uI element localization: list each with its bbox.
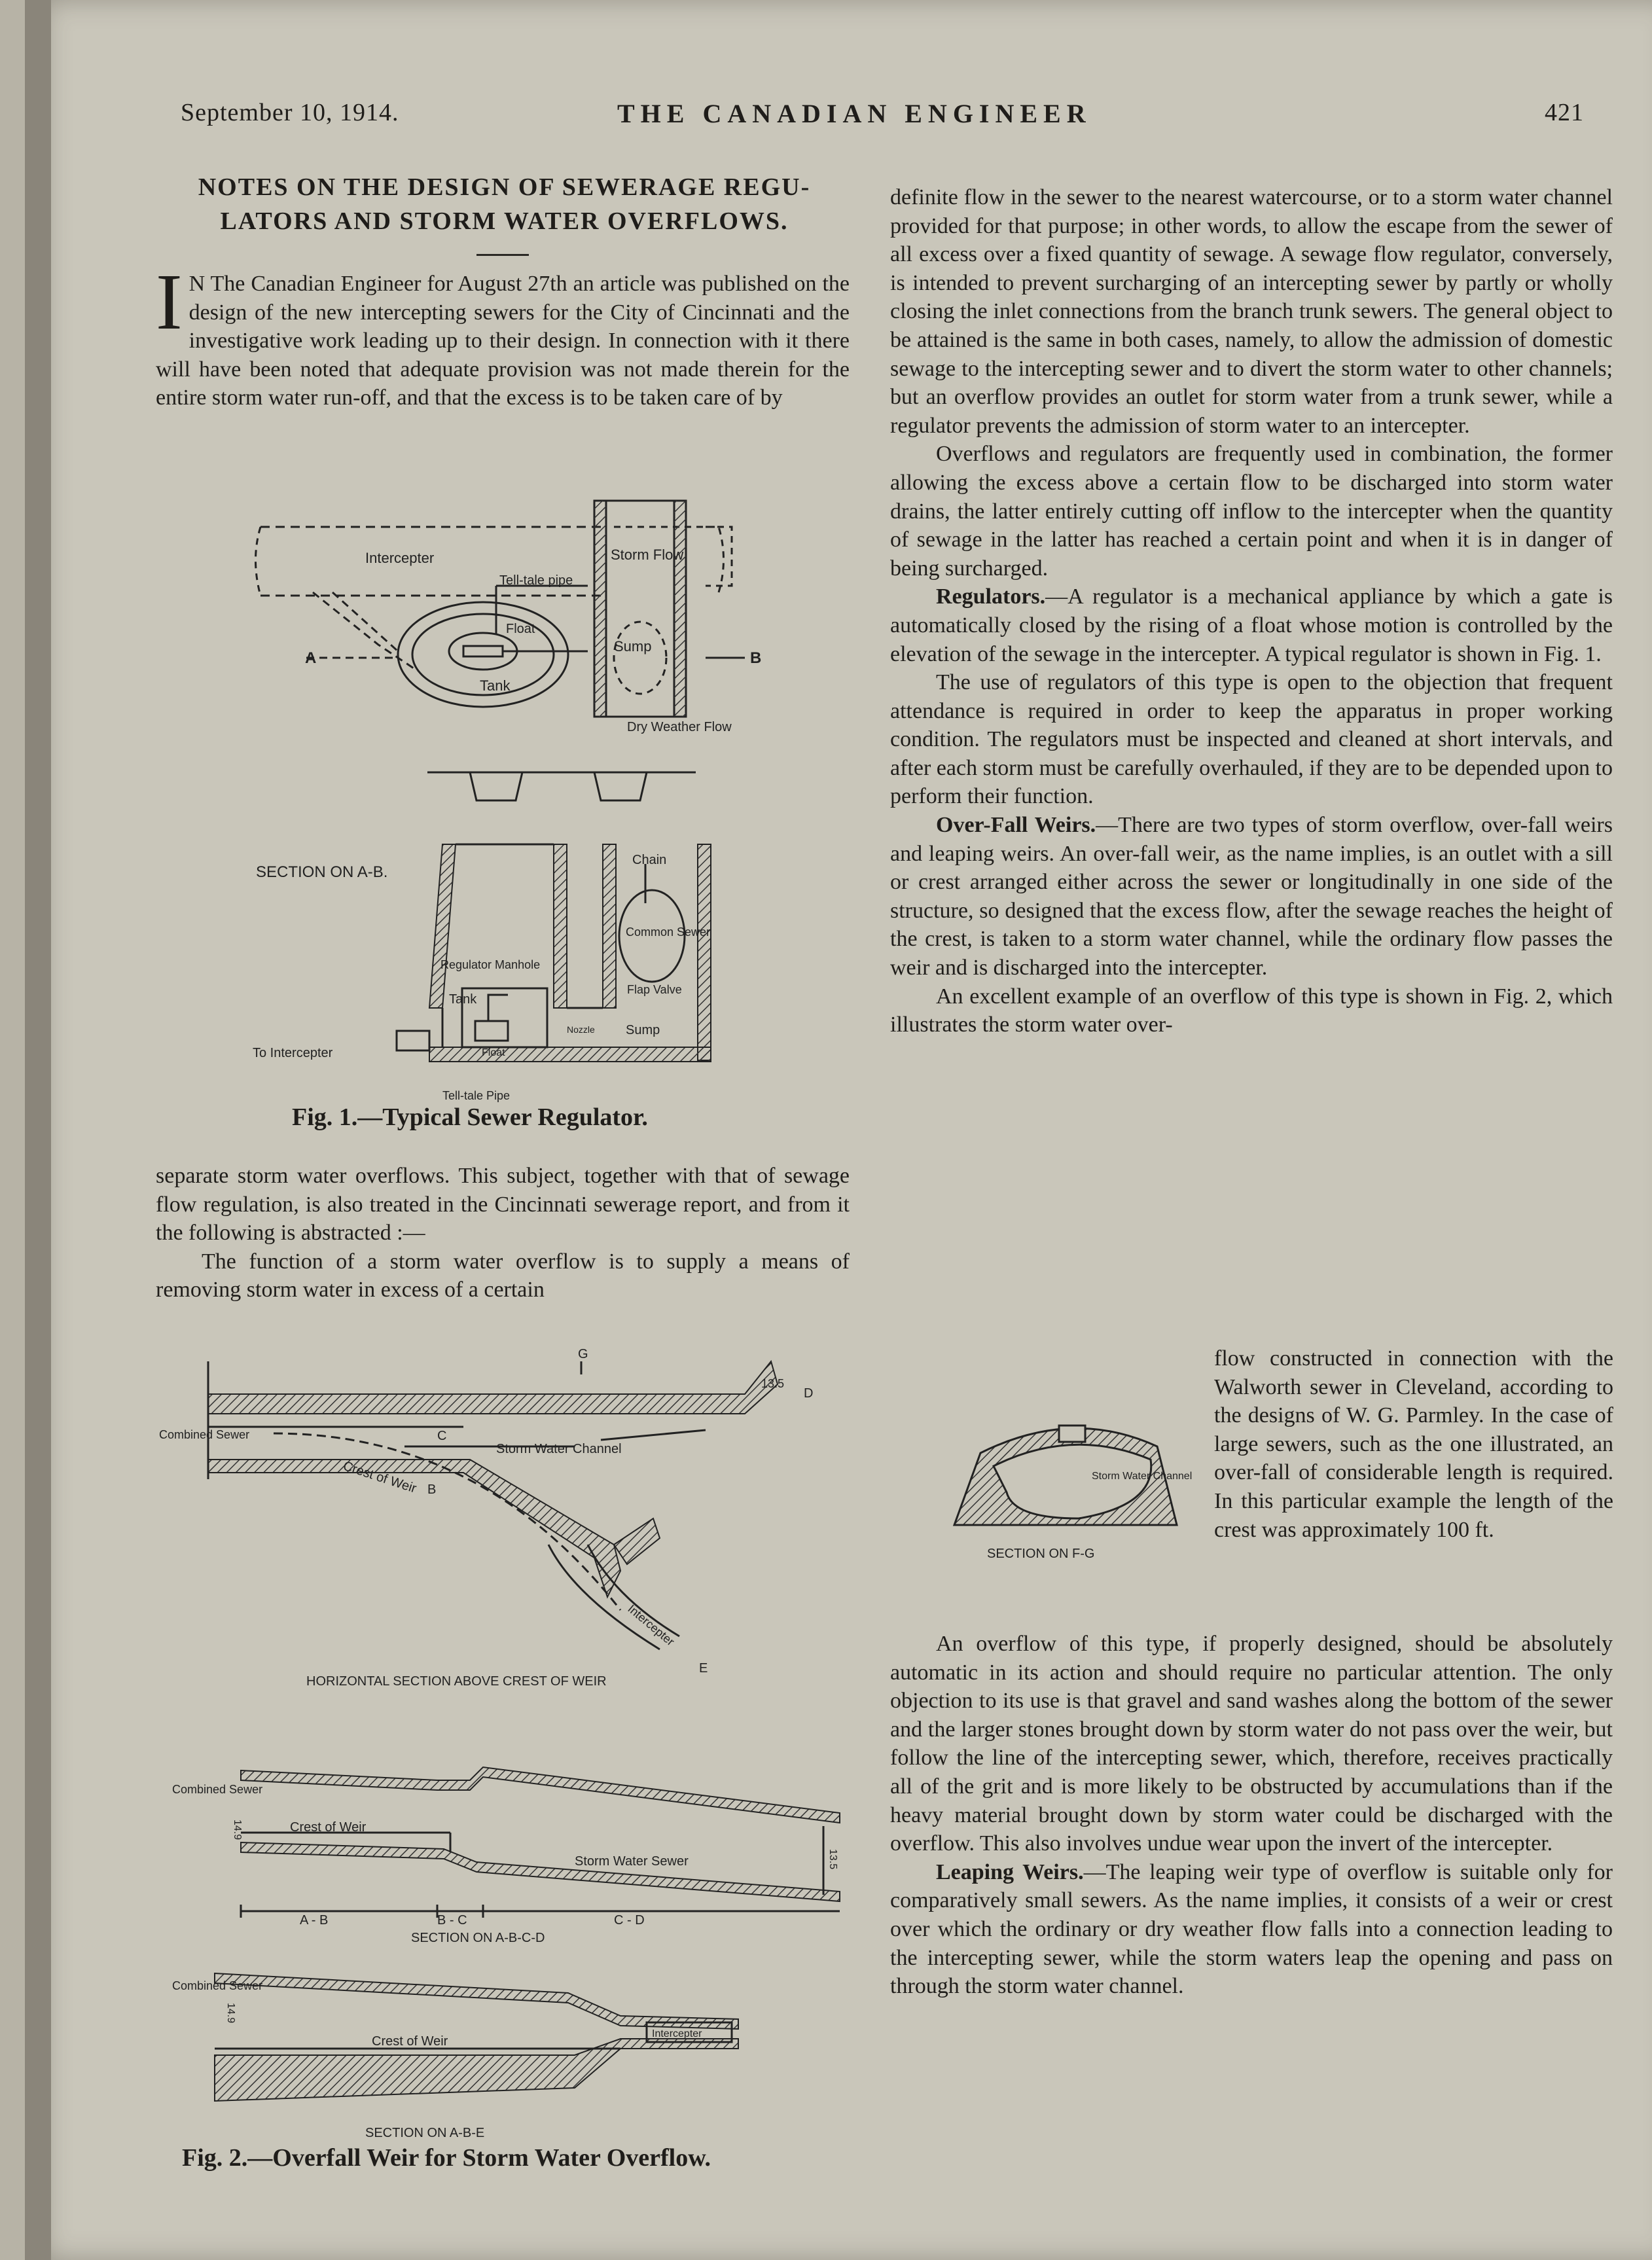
plan-label-dry-weather: Dry Weather Flow: [627, 720, 732, 734]
section-label-title: SECTION ON A-B.: [256, 863, 388, 881]
fig2-plan-label-b: B: [427, 1482, 437, 1497]
section-label-nozzle: Nozzle: [567, 1024, 595, 1035]
plan-label-intercepter: Intercepter: [365, 550, 435, 566]
fig2-abcd-label-crest: Crest of Weir: [290, 1820, 367, 1835]
figure2-section-abcd: [162, 1761, 856, 1945]
article-title-line1: NOTES ON THE DESIGN OF SEWERAGE REGU-: [198, 173, 811, 201]
header-date: September 10, 1914.: [181, 99, 399, 126]
leaping-text: —The leaping weir type of overflow is suitable only for comparatively small sewers. As the name implies, it consists of a weir or crest over which the ordinary or dry weather flow falls into a connection leading to the intercepting sewer, while the storm waters leap the opening and pass on through the storm water channel.: [890, 1859, 1613, 1999]
fig2-plan-label-c: C: [437, 1429, 447, 1443]
fig2-abcd-label-cd: C - D: [614, 1913, 645, 1928]
fig2-abcd-dim-left: 14.9: [232, 1820, 243, 1840]
fig2-abe-caption: SECTION ON A-B-E: [365, 2126, 485, 2140]
regulators-text: —A regulator is a mechanical appliance by which a gate is automatically closed by the rising of a float whose motion is controlled by the elevation of the sewage in the intercepter. A typical regulator is shown in Fig. 1.: [890, 584, 1613, 666]
right-column-upper: [890, 183, 1613, 1039]
figure1-ground-profile: [424, 764, 699, 810]
fig2-plan-label-crest: Crest of Weir: [341, 1458, 418, 1496]
fig2-plan-label-d: D: [804, 1386, 814, 1401]
title-rule: [476, 254, 529, 256]
article-title: [159, 170, 850, 238]
plan-label-tank: Tank: [480, 677, 511, 694]
fig2-plan-caption: HORIZONTAL SECTION ABOVE CREST OF WEIR: [306, 1674, 607, 1689]
fg-caption: SECTION ON F-G: [987, 1547, 1095, 1561]
fig2-abcd-label-ab: A - B: [300, 1913, 329, 1928]
fig2-abcd-label-combined: Combined Sewer: [172, 1783, 263, 1796]
fig2-abcd-label-bc: B - C: [437, 1913, 467, 1928]
header-journal-title: THE CANADIAN ENGINEER: [617, 99, 1092, 128]
section-label-common-sewer: Common Sewer: [626, 925, 711, 939]
automatic-paragraph: An overflow of this type, if properly designed, should be absolutely automatic in its action and should require no particular attention. The only objection to its use is that gravel and sand washes along the bottom of the sewer and the larger stones brought down by storm water do not pass over the weir, but follow the line of the intercepting sewer, which, therefore, receives practically all of the grit and is more likely to be obstructed by accumulations than if the heavy material brought down by storm water could be discharged with the overflow. This also involves undue wear upon the invert of the intercepter.: [890, 1632, 1613, 1856]
fig2-plan-label-combined: Combined Sewer: [159, 1428, 250, 1441]
function-continued: definite flow in the sewer to the nearest watercourse, or to a storm water channel provided for that purpose; in other words, to allow the escape from the sewer of all excess over a fixed quantity of sewage. A sewage flow regulator, conversely, is intended to prevent surcharging of an intercepting sewer by partly or wholly closing the inlet connections from the branch trunk sewers. The general object to be attained is the same in both cases, namely, to allow the admission of domestic sewage to the intercepting sewer and to divert the storm water to other channels; but an overflow provides an outlet for storm water from a trunk sewer, while a regulator prevents the admission of storm water to an intercepter.: [890, 185, 1613, 438]
overfall-text: —There are two types of storm overflow, over-fall weirs and leaping weirs. An over-fall weir, as the name implies, is an outlet with a sill or crest arranged either across the sewer or longitudinally in one side of the structure, so designed that the excess flow, after the sewage reaches the height of the crest, is taken to a storm water channel, while the ordinary flow passes the weir and is discharged into the intercepter.: [890, 813, 1613, 980]
intro-paragraph: [156, 258, 850, 412]
header-page-number: 421: [1545, 99, 1584, 126]
excellent-paragraph-b-wrapper: [1214, 1344, 1613, 1544]
section-label-tank: Tank: [449, 992, 477, 1007]
fig2-abe-label-intercepter: Intercepter: [652, 2028, 702, 2039]
fig2-abe-label-combined: Combined Sewer: [172, 1979, 263, 1992]
excellent-paragraph-a: An excellent example of an overflow of this type is shown in Fig. 2, which illustrates the storm water over-: [890, 984, 1613, 1037]
intro-text: N The Canadian Engineer for August 27th an article was published on the design of the new intercepting sewers for the City of Cincinnati and the investigative work leading up to their design. In connection with it there will have been noted that adequate provision was not made therein for the entire storm water run-off, and that the excess is to be taken care of by: [156, 272, 850, 410]
fig2-plan-label-intercepter: Intercepter: [625, 1602, 677, 1649]
section-label-to-intercepter: To Intercepter: [253, 1046, 333, 1060]
fig2-plan-label-storm-channel: Storm Water Channel: [496, 1442, 622, 1456]
regulators-heading: Regulators.: [936, 584, 1046, 609]
figure2-caption: Fig. 2.—Overfall Weir for Storm Water Overflow.: [182, 2144, 711, 2172]
figure2-plan: [156, 1348, 856, 1695]
use-paragraph: The use of regulators of this type is open to the objection that frequent attendance is required in order to keep the apparatus in proper working condition. The regulators must be inspected and cleaned at short intervals, and after each storm must be carefully overhauled, if they are to be depended upon to perform their function.: [890, 670, 1613, 809]
intro-cont-text: separate storm water overflows. This subject, together with that of sewage flow regulation, is also treated in the Cincinnati sewerage report, and from it the following is abstracted :—: [156, 1164, 850, 1246]
fig2-plan-label-g: G: [578, 1347, 588, 1361]
fig2-abe-dim-left: 14.9: [225, 2003, 236, 2024]
fig2-plan-label-dim: 13.5: [761, 1377, 785, 1390]
plan-label-storm-flow: Storm Flow: [611, 547, 684, 563]
plan-label-float: Float: [506, 622, 535, 636]
fig2-abcd-dim-right: 13.5: [827, 1849, 838, 1870]
figure2-section-fg: [941, 1407, 1196, 1571]
excellent-paragraph-b: flow constructed in connection with the Walworth sewer in Cleveland, according to the designs of W. G. Parmley. In the case of large sewers, such as the one illustrated, an over-fall of considerable length is required. In this particular example the length of the crest was approximately 100 ft.: [1214, 1346, 1613, 1542]
figure1-plan: [247, 494, 764, 756]
intro-continuation: [156, 1162, 850, 1304]
plan-label-tell-tale: Tell-tale pipe: [499, 573, 573, 588]
fig2-abe-label-crest: Crest of Weir: [372, 2034, 448, 2049]
fig2-abcd-label-storm-sewer: Storm Water Sewer: [575, 1854, 689, 1869]
fig2-abcd-caption: SECTION ON A-B-C-D: [411, 1931, 545, 1945]
plan-label-b: B: [750, 649, 762, 667]
plan-label-a: A: [305, 649, 317, 667]
figure1-caption: Fig. 1.—Typical Sewer Regulator.: [292, 1103, 648, 1131]
article-title-line2: LATORS AND STORM WATER OVERFLOWS.: [220, 207, 789, 235]
binding-gutter: [25, 0, 51, 2260]
section-label-float: Float: [482, 1047, 505, 1058]
combination-paragraph: Overflows and regulators are frequently used in combination, the former allowing the excess above a certain flow to be discharged into storm water drains, the latter entirely cutting off inflow to the intercepter when the quantity of sewage in the latter has reached a certain point and when it is in danger of being surcharged.: [890, 442, 1613, 581]
journal-page: [25, 0, 1652, 2260]
section-label-chain: Chain: [632, 853, 667, 867]
right-column-lower: [890, 1630, 1613, 2001]
drop-cap: I: [156, 258, 183, 346]
function-paragraph: The function of a storm water overflow is to supply a means of removing storm water in excess of a certain: [156, 1249, 850, 1302]
plan-label-sump: Sump: [614, 638, 652, 655]
figure2-section-abe: [162, 1970, 764, 2140]
figure1-section-ab: [246, 838, 717, 1113]
section-label-tell-tale-pipe: Tell-tale Pipe: [442, 1089, 511, 1102]
leaping-heading: Leaping Weirs.: [936, 1859, 1084, 1884]
section-label-sump: Sump: [626, 1023, 660, 1037]
section-label-flap-valve: Flap Valve: [627, 983, 682, 996]
overfall-heading: Over-Fall Weirs.: [936, 813, 1096, 838]
fig2-plan-label-e: E: [699, 1661, 708, 1676]
fg-label-storm-channel: Storm Water Channel: [1092, 1471, 1193, 1482]
section-label-regulator-manhole: Regulator Manhole: [440, 958, 541, 971]
